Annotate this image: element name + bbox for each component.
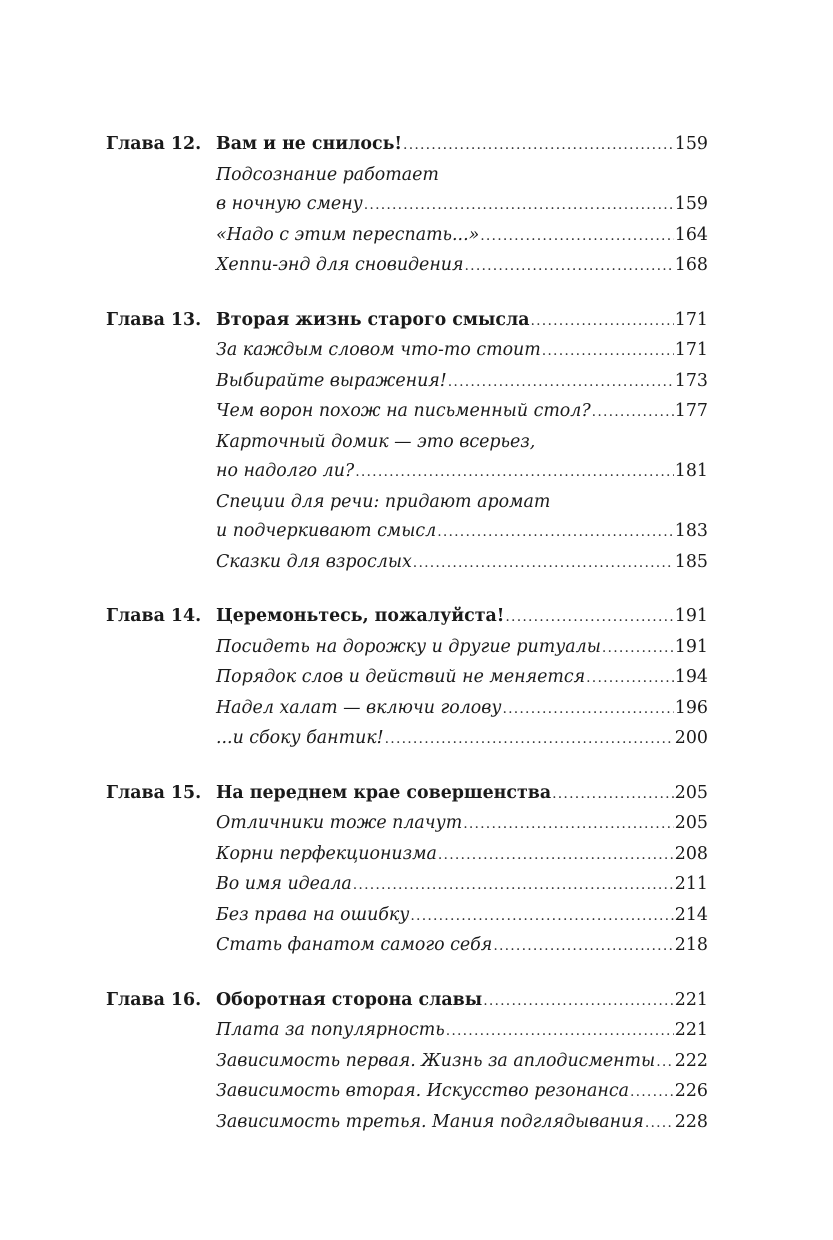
chapter-block	[106, 779, 708, 962]
section-entry[interactable]	[106, 1016, 708, 1047]
chapter-label	[106, 602, 216, 632]
chapter-entry	[216, 306, 708, 337]
section-list	[106, 809, 708, 962]
section-title: ...и сбоку бантик!	[216, 728, 384, 748]
section-entry[interactable]	[106, 367, 708, 398]
chapter-number: 12.	[170, 134, 202, 154]
leader-dots	[531, 307, 674, 337]
section-page-number: 200	[674, 728, 708, 748]
leader-dots	[493, 932, 673, 962]
chapter-page-number: 171	[674, 309, 708, 330]
section-page-number: 159	[674, 194, 708, 214]
leader-dots	[630, 1078, 674, 1108]
chapter-entry	[216, 602, 708, 633]
leader-dots	[364, 191, 674, 221]
section-entry-line	[216, 724, 708, 755]
chapter-block	[106, 130, 708, 282]
section-title: Порядок слов и действий не меняется	[216, 667, 586, 687]
leader-dots	[437, 518, 674, 548]
section-page-number: 211	[674, 874, 708, 894]
leader-dots	[502, 695, 673, 725]
section-title: За каждым словом что-то стоит	[216, 340, 541, 360]
chapter-number: 13.	[170, 309, 202, 330]
chapter-number: 15.	[170, 782, 202, 803]
section-entry[interactable]	[106, 809, 708, 840]
section-entry[interactable]	[106, 548, 708, 579]
section-title: Плата за популярность	[216, 1020, 445, 1040]
section-entry-line	[216, 1016, 708, 1047]
section-page-number: 196	[674, 697, 708, 718]
section-entry[interactable]	[106, 840, 708, 871]
chapter-block	[106, 306, 708, 579]
section-entry[interactable]	[106, 633, 708, 664]
section-list	[106, 336, 708, 578]
section-page-number: 218	[674, 935, 708, 955]
leader-dots	[410, 902, 673, 932]
chapter-number: 14.	[170, 606, 202, 626]
section-entry-line	[216, 548, 708, 579]
chapter-heading[interactable]	[106, 130, 708, 161]
chapter-block	[106, 986, 708, 1139]
section-title: Хеппи-энд для сновидения	[216, 255, 464, 275]
section-title: Зависимость вторая. Искусство резонанса	[216, 1081, 629, 1101]
chapter-label	[106, 130, 216, 160]
section-entry-line	[216, 633, 708, 664]
section-entry[interactable]	[106, 724, 708, 755]
chapter-word: Глава	[106, 989, 165, 1010]
section-page-number: 222	[674, 1050, 708, 1071]
section-list	[106, 161, 708, 282]
chapter-block	[106, 602, 708, 755]
section-title: но надолго ли?	[216, 461, 355, 481]
chapter-page-number: 191	[674, 606, 708, 626]
section-entry[interactable]	[106, 663, 708, 694]
section-title-line: Специи для речи: придают аромат	[216, 491, 551, 512]
section-entry[interactable]	[106, 251, 708, 282]
chapter-entry	[216, 779, 708, 810]
section-page-number: 205	[674, 813, 708, 833]
section-title: Посидеть на дорожку и другие ритуалы	[216, 636, 601, 657]
chapter-label	[106, 986, 216, 1016]
section-page-number: 168	[674, 255, 708, 275]
section-page-number: 164	[674, 224, 708, 245]
section-title: Без права на ошибку	[216, 904, 410, 925]
section-title: Отличники тоже плачут	[216, 813, 463, 833]
section-entry[interactable]	[106, 397, 708, 428]
leader-dots	[592, 398, 674, 428]
section-entry[interactable]	[106, 517, 708, 548]
section-entry-line	[216, 336, 708, 367]
section-entry[interactable]	[106, 1108, 708, 1139]
leader-dots	[586, 664, 674, 694]
chapter-label	[106, 779, 216, 809]
leader-dots	[480, 222, 674, 252]
leader-dots	[353, 871, 674, 901]
chapter-word: Глава	[106, 134, 165, 154]
section-entry-line	[216, 1108, 708, 1139]
section-entry[interactable]	[106, 190, 708, 221]
section-entry-line	[216, 694, 708, 725]
leader-dots	[602, 634, 674, 664]
section-entry[interactable]	[106, 1077, 708, 1108]
section-page-number: 183	[674, 521, 708, 541]
section-title: в ночную смену	[216, 194, 363, 214]
section-entry-line	[216, 397, 708, 428]
leader-dots	[505, 603, 673, 633]
section-entry[interactable]	[106, 1047, 708, 1078]
chapter-title: Церемоньтесь, пожалуйста!	[216, 606, 505, 626]
section-entry-line	[216, 251, 708, 282]
chapter-title: Вторая жизнь старого смысла	[216, 309, 530, 330]
section-title: «Надо с этим переспать...»	[216, 224, 480, 245]
section-page-number: 181	[674, 461, 708, 481]
section-entry-line	[216, 517, 708, 548]
leader-dots	[656, 1048, 674, 1078]
chapter-title: На переднем крае совершенства	[216, 782, 552, 803]
section-entry-line	[216, 840, 708, 871]
leader-dots	[355, 458, 674, 488]
section-page-number: 185	[674, 551, 708, 572]
section-page-number: 214	[674, 904, 708, 925]
leader-dots	[483, 987, 674, 1017]
chapter-heading[interactable]	[106, 779, 708, 810]
chapter-page-number: 221	[674, 989, 708, 1010]
chapter-page-number: 205	[674, 782, 708, 803]
section-entry-line	[216, 1077, 708, 1108]
leader-dots	[385, 725, 674, 755]
section-title: Надел халат — включи голову	[216, 697, 502, 718]
section-page-number: 228	[674, 1111, 708, 1132]
section-title: Сказки для взрослых	[216, 551, 412, 572]
section-entry[interactable]	[106, 457, 708, 488]
chapter-number: 16.	[170, 989, 202, 1010]
chapter-title: Оборотная сторона славы	[216, 989, 483, 1010]
section-title: Чем ворон похож на письменный стол?	[216, 401, 591, 421]
leader-dots	[542, 337, 674, 367]
section-entry-line	[216, 931, 708, 962]
leader-dots	[438, 841, 674, 871]
section-title: Зависимость первая. Жизнь за аплодисменты	[216, 1050, 656, 1071]
section-title: и подчеркивают смысл	[216, 521, 437, 541]
section-list	[106, 1016, 708, 1138]
section-title: Корни перфекционизма	[216, 843, 437, 864]
section-title: Зависимость третья. Мания подглядывания	[216, 1111, 644, 1132]
chapter-title: Вам и не снилось!	[216, 134, 403, 154]
section-entry-line	[216, 901, 708, 932]
section-entry-line	[216, 457, 708, 488]
leader-dots	[645, 1109, 674, 1139]
section-entry[interactable]	[106, 694, 708, 725]
chapter-heading[interactable]	[106, 986, 708, 1017]
section-page-number: 171	[674, 340, 708, 360]
leader-dots	[413, 549, 674, 579]
section-list	[106, 633, 708, 755]
section-title: Выбирайте выражения!	[216, 370, 447, 391]
leader-dots	[463, 810, 674, 840]
chapter-heading[interactable]	[106, 306, 708, 337]
section-entry-line	[216, 663, 708, 694]
section-entry[interactable]	[106, 336, 708, 367]
chapter-page-number: 159	[674, 134, 708, 154]
section-entry[interactable]	[106, 931, 708, 962]
chapter-heading[interactable]	[106, 602, 708, 633]
section-entry-line	[216, 367, 708, 398]
section-entry[interactable]	[106, 901, 708, 932]
section-page-number: 194	[674, 667, 708, 687]
chapter-word: Глава	[106, 309, 165, 330]
section-entry-line	[216, 221, 708, 252]
leader-dots	[448, 368, 674, 398]
section-page-number: 177	[674, 401, 708, 421]
section-title-line: Подсознание работает	[216, 164, 439, 185]
section-page-number: 191	[674, 636, 708, 657]
chapter-label	[106, 306, 216, 336]
section-title: Стать фанатом самого себя	[216, 935, 493, 955]
section-entry-line	[216, 1047, 708, 1078]
section-entry[interactable]	[106, 221, 708, 252]
chapter-word: Глава	[106, 782, 165, 803]
chapter-entry	[216, 986, 708, 1017]
section-entry[interactable]	[106, 870, 708, 901]
section-entry-line	[216, 190, 708, 221]
section-page-number: 173	[674, 370, 708, 391]
section-page-number: 221	[674, 1020, 708, 1040]
section-entry-line	[216, 809, 708, 840]
leader-dots	[465, 252, 674, 282]
section-page-number: 208	[674, 843, 708, 864]
section-page-number: 226	[674, 1081, 708, 1101]
leader-dots	[552, 780, 674, 810]
chapter-entry	[216, 130, 708, 161]
table-of-contents	[106, 130, 708, 1162]
section-title: Во имя идеала	[216, 874, 352, 894]
leader-dots	[403, 131, 674, 161]
section-title-line: Карточный домик — это всерьез,	[216, 431, 536, 452]
section-entry-line	[216, 870, 708, 901]
leader-dots	[446, 1017, 674, 1047]
chapter-word: Глава	[106, 606, 165, 626]
